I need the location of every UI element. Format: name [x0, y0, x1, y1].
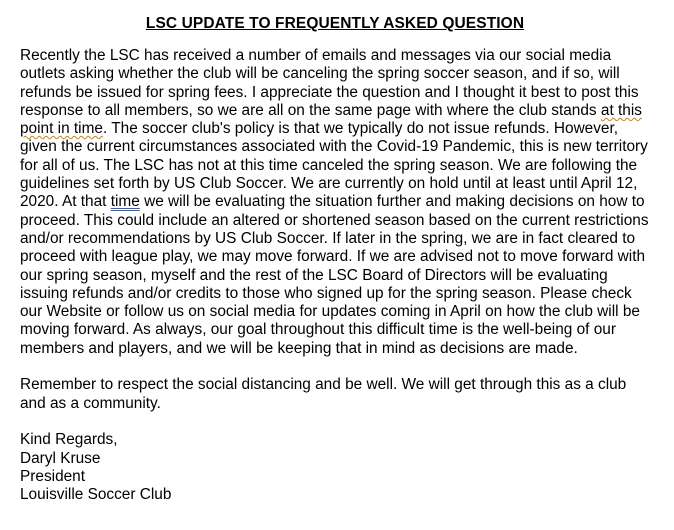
paragraph-1-text-c: we will be evaluating the situation further and making decisions on how to proceed. This could include an altered or shortened season based on the current restrictions and/or recommendations by US Club Soccer. If later in the spring, we are in fact cleared to proceed with league play, we may move forward. If we are advised not to move forward with our spring season, myself and the rest of the LSC Board of Directors will be evaluating issuing refunds and/or credits to those who signed up for the spring season. Please check our Website or follow us on social media for updates coming in April on how the club will be moving forward. As always, our goal throughout this difficult time is the well-being of our members and players, and we will be keeping that in mind as decisions are made.	[20, 193, 649, 357]
document-page	[20, 14, 650, 504]
body-paragraph-1	[20, 47, 650, 358]
body-paragraph-2: Remember to respect the social distancing and be well. We will get through this as a club and as a community.	[20, 376, 627, 412]
consistency-flagged-word[interactable]: time	[110, 193, 140, 211]
paragraph-1-text-a: Recently the LSC has received a number of emails and messages via our social media outlets asking whether the club will be canceling the spring soccer season, and if so, will refunds be issued for spring fees. I appreciate the question and I thought it best to post this response to all members, so we are all on the same page with where the club stands	[20, 47, 639, 119]
signature-organization: Louisville Soccer Club	[20, 486, 172, 504]
signature-name: Daryl Kruse	[20, 449, 101, 467]
signature-block	[20, 431, 650, 504]
grammar-flagged-phrase[interactable]: at this point in time	[20, 101, 642, 138]
document-title: LSC UPDATE TO FREQUENTLY ASKED QUESTION	[145, 15, 525, 32]
signature-closing: Kind Regards,	[20, 431, 118, 449]
paragraph-1-text-b: . The soccer club's policy is that we typically do not issue refunds. However, given the current circumstances associated with the Covid-19 Pandemic, this is new territory for all of us. The LSC has not at this time canceled the spring season. We are following the guidelines set forth by US Club Soccer. We are currently on hold until at least until April 12, 2020. At that	[20, 120, 648, 211]
signature-role: President	[20, 467, 86, 485]
